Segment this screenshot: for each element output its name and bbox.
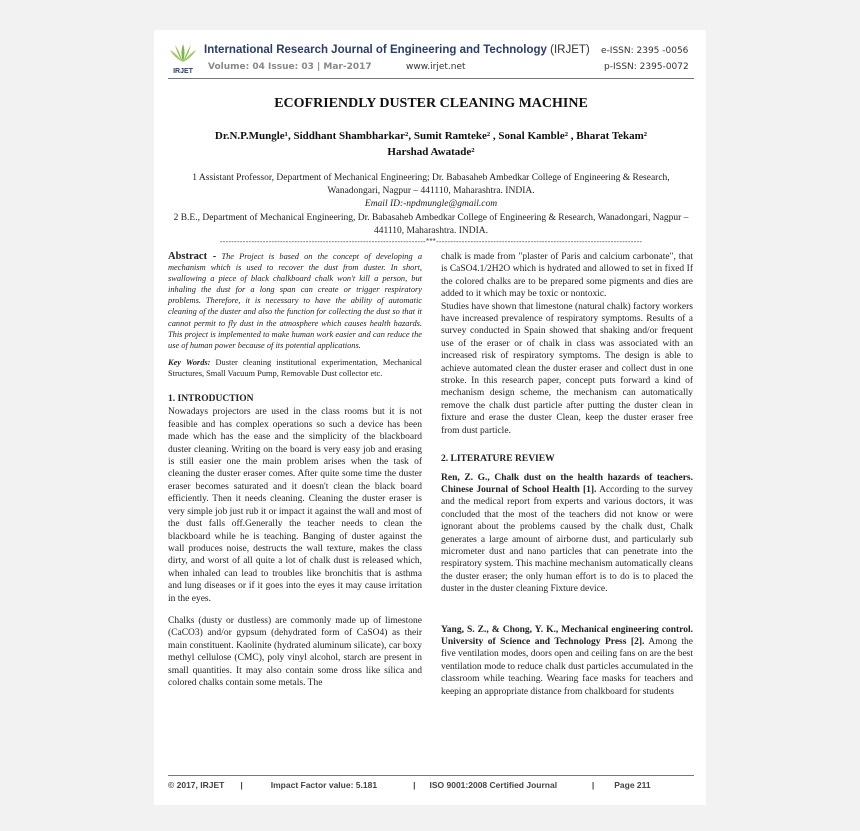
abstract	[168, 251, 422, 351]
reference-2-body: Among the five ventilation modes, doors open and ceiling fans on are the best ventilation mode to reduce chalk dust particles accumulated in the classroom while teaching. Wearing face masks for teachers and keeping an appropriate distance from chalkboard for students	[441, 636, 693, 697]
header-rule	[168, 78, 694, 79]
volume-issue: Volume: 04 Issue: 03 | Mar-2017	[208, 62, 372, 72]
authors-line1: Dr.N.P.Mungle¹, Siddhant Shambharkar², Sumit Ramteke² , Sonal Kamble² , Bharat Tekam²	[214, 130, 648, 142]
authors	[168, 128, 694, 160]
reference-1-head: Ren, Z. G., Chalk dust on the health hazards of teachers. Chinese Journal of School Health [1].	[441, 472, 693, 495]
section-separator: ------------------------------------------------------------------------***------------------------------------------------------------------------	[219, 237, 643, 246]
right-paragraph-2: Studies have shown that limestone (natural chalk) factory workers have increased prevalence of respiratory symptoms. Results of a survey conducted in Spain showed that shaking and/or frequent use of the eraser or of chalk in class was associated with an increased risk of respiratory symptoms. The design is able to achieve automated clean the duster eraser and collect dust in one stroke. In this research paper, concept puts forward a kind of mechanism design scheme, the mechanism can automatically remove the chalk dust particle after putting the duster clean in fixture and erase the duster Clean, keep the duster eraser free from dust particle.	[441, 301, 693, 436]
logo-text: IRJET	[173, 68, 193, 75]
intro-paragraph-2: Chalks (dusty or dustless) are commonly made up of limestone (CaCO3) and/or gypsum (dehydrated form of CaSO4) as their main constituent. Kaolinite (hydrated aluminum silicate), car boxy methyl cellulose (CMC), poly vinyl alcohol, starch are present in small quantities. It may also contain some dross like silica and colored chalks contain some metals. The	[168, 615, 422, 688]
affiliation-2: 2 B.E., Department of Mechanical Engineering, Dr. Babasaheb Ambedkar College of Engineering & Research, Wanadongari, Nagpur – 441110, Maharashtra. INDIA.	[173, 213, 689, 236]
reference-1-body: According to the survey and the medical report from experts and various doctors, it was concluded that the most of the teachers did not know or were ignorant about the problems caused by the chalk dust, Chalk generates a large amount of airborne dust, and particularly sub micrometer dust and nano particles that can penetrate into the respiratory system. This machine mechanism automatically cleans the duster eraser; the only human effort is to do is to placed the duster in the duster cleaning Fixture device.	[441, 484, 694, 595]
footer-rule	[168, 775, 694, 776]
footer-page-number: Page 211	[614, 780, 651, 790]
affiliation-1: 1 Assistant Professor, Department of Mechanical Engineering; Dr. Babasaheb Ambedkar College of Engineering & Research, Wanadongari, Nagpur – 441110, Maharashtra. INDIA.	[192, 173, 670, 196]
journal-name: International Research Journal of Engineering and Technology	[204, 44, 547, 56]
reference-1	[441, 472, 693, 596]
footer-copyright: © 2017, IRJET	[168, 780, 225, 790]
author-email: Email ID:-npdmungle@gmail.com	[364, 199, 498, 209]
intro-paragraph-1: Nowadays projectors are used in the class rooms but it is not feasible and has complex operations so such a device has been made which has the ease and the simplicity of the blackboard duster cleaning. Writing on the board is very easy job and erasing is still easier one the main problem arises when the task of cleaning the duster eraser comes. After quite some time the duster eraser becomes saturated and it doesn't clean the black board efficiently. Then it needs cleaning. Cleaning the duster eraser is very simple job just rub it or impact it against the wall and most of the dust falls off.Generally the teacher needs to clean the blackboard while he is teaching. Banging of duster against the wall produces noise, destructs the wall texture, makes the class dirty, and worst of all quite a lot of chalk dust is released which, when inhaled can lead to troubles like bronchitis that is asthma and lung diseases or if it goes into the eyes it may cause irritation in the eyes.	[168, 407, 422, 604]
right-paragraph-1: chalk is made from "plaster of Paris and calcium carbonate", that is CaSO4.1/2H2O which is hydrated and allowed to set in fixed If the colored chalks are to be prepared some pigments and dies are added to it which may be toxic or nontoxic.	[441, 252, 693, 300]
keywords	[168, 357, 422, 379]
pissn: p-ISSN: 2395-0072	[604, 62, 689, 72]
page-footer	[168, 780, 694, 790]
footer-impact-factor: Impact Factor value: 5.181	[270, 780, 378, 790]
section-introduction-heading: 1. INTRODUCTION	[168, 394, 254, 405]
abstract-label: Abstract -	[168, 251, 217, 262]
eissn: e-ISSN: 2395 -0056	[601, 46, 689, 56]
footer-divider: |	[413, 780, 416, 790]
left-column	[168, 251, 422, 695]
footer-divider: |	[240, 780, 243, 790]
journal-abbr: (IRJET)	[550, 44, 590, 56]
keywords-text: Duster cleaning institutional experimentation, Mechanical Structures, Small Vacuum Pump, Removable Dust collector etc.	[168, 357, 422, 378]
footer-iso: ISO 9001:2008 Certified Journal	[429, 780, 558, 790]
section-literature-heading: 2. LITERATURE REVIEW	[441, 454, 555, 465]
footer-divider: |	[591, 780, 595, 790]
irjet-logo	[168, 40, 198, 76]
journal-website: www.irjet.net	[406, 62, 466, 72]
reference-2	[441, 624, 693, 698]
keywords-label: Key Words:	[168, 357, 211, 367]
authors-line2: Harshad Awatade²	[387, 146, 475, 158]
right-column	[441, 251, 693, 704]
journal-title	[204, 44, 590, 56]
paper-title: ECOFRIENDLY DUSTER CLEANING MACHINE	[274, 96, 588, 111]
abstract-text: The Project is based on the concept of developing a mechanism which is used to recover the dust from duster. In short, swallowing a piece of black chalkboard chalk won't kill a person, but inhaling the dust for a long span can create or trigger respiratory problems. Therefore, it is necessary to have the ability of automatic cleaning of the duster and also the function for collecting the dust so that it cannot permit to fly dust in the atmosphere which causes health hazards. This project is implemented to make human work easier and can reduce the use of human power because of its potential applications.	[168, 252, 423, 350]
reference-2-head: Yang, S. Z., & Chong, Y. K., Mechanical engineering control. University of Science and Technology Press [2].	[441, 624, 693, 647]
